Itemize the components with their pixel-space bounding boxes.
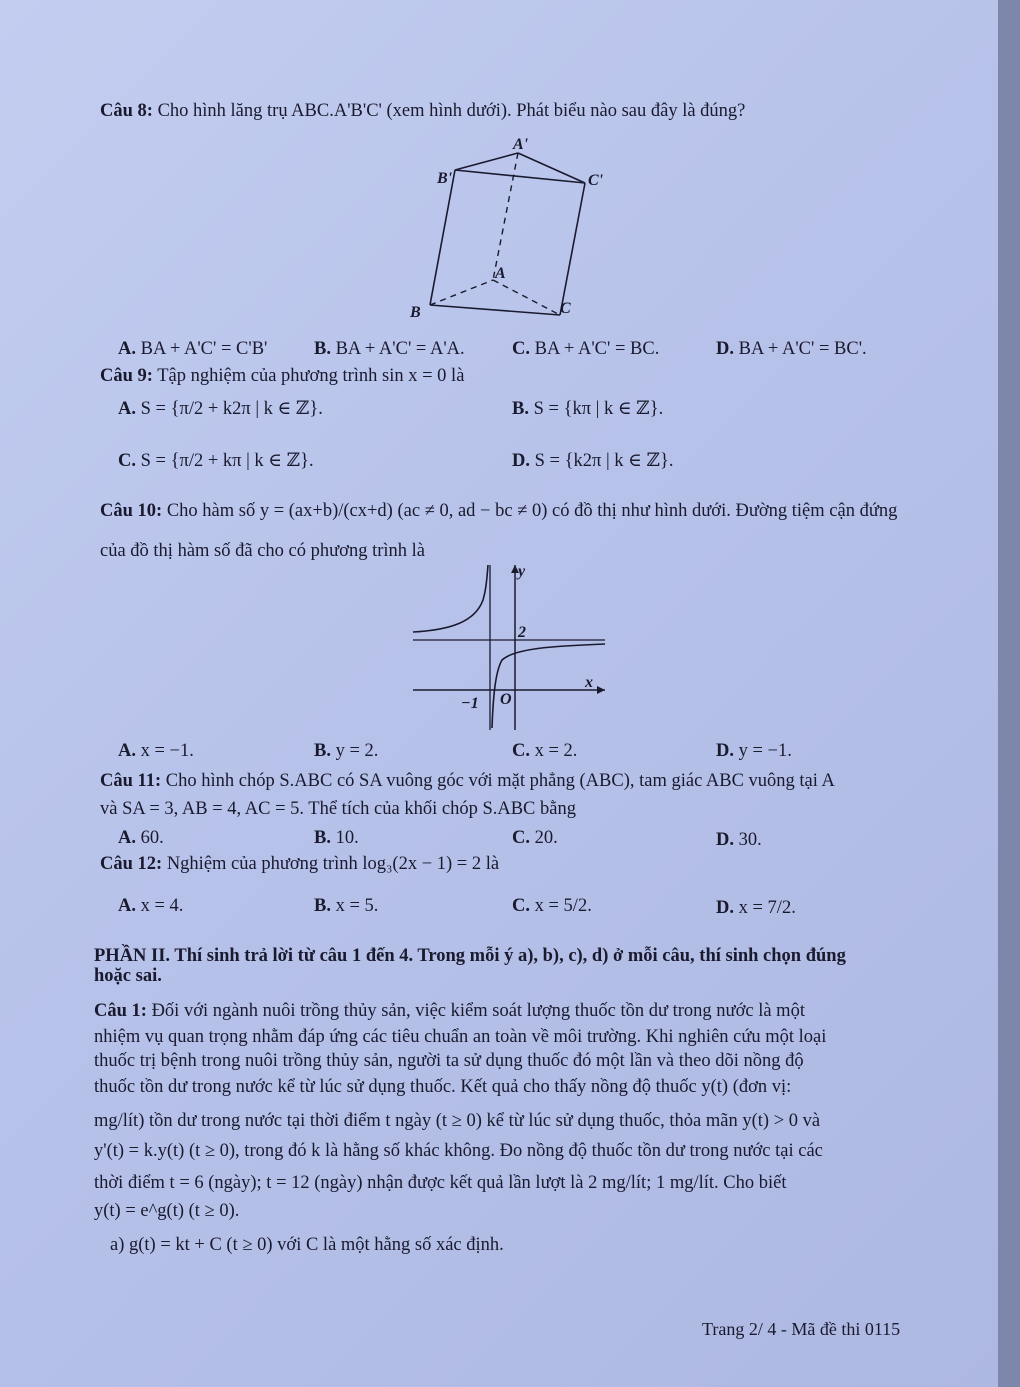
q11-stem: Cho hình chóp S.ABC có SA vuông góc với mặt phẳng (ABC), tam giác ABC vuông tại A <box>165 771 835 791</box>
prism-figure <box>395 135 625 325</box>
q11-option-a-text: 60. <box>140 828 164 848</box>
q10-option-d[interactable] <box>716 740 792 763</box>
q12-option-c[interactable] <box>512 895 592 918</box>
graph-y-label: y <box>518 563 526 580</box>
q9-option-c[interactable] <box>118 450 314 473</box>
q12-option-b-letter: B. <box>314 896 331 916</box>
q9-stem: Tập nghiệm của phương trình sin x = 0 là <box>157 366 465 386</box>
q9-option-b[interactable] <box>512 398 663 421</box>
q12-option-c-letter: C. <box>512 896 530 916</box>
q10-stem-line-2: của đồ thị hàm số đã cho có phương trình là <box>100 541 425 561</box>
q8-option-d-letter: D. <box>716 339 734 359</box>
label-a: A <box>495 265 506 282</box>
q10-option-a-text: x = −1. <box>140 741 194 761</box>
q9-option-a-letter: A. <box>118 399 136 419</box>
q10-option-a[interactable] <box>118 740 194 763</box>
q10-stem: Cho hàm số y = (ax+b)/(cx+d) (ac ≠ 0, ad − bc ≠ 0) có đồ thị như hình dưới. Đường tiệm cận đứng <box>166 501 898 521</box>
p2q1-label: Câu 1: <box>94 1001 147 1021</box>
q12-option-d-letter: D. <box>716 898 734 918</box>
q8-stem: Cho hình lăng trụ ABC.A'B'C' (xem hình dưới). Phát biểu nào sau đây là đúng? <box>157 101 746 121</box>
q11-label: Câu 11: <box>100 771 162 791</box>
part2-heading: PHẦN II. Thí sinh trả lời từ câu 1 đến 4. Trong mỗi ý a), b), c), d) ở mỗi câu, thí sinh chọn đúng <box>94 946 846 966</box>
page-footer: Trang 2/ 4 - Mã đề thi 0115 <box>702 1319 901 1339</box>
q10-option-b-letter: B. <box>314 741 331 761</box>
q12-option-a[interactable] <box>118 895 183 918</box>
q11-option-c-text: 20. <box>534 828 558 848</box>
q9-option-b-text: S = {kπ | k ∈ ℤ}. <box>533 399 664 419</box>
q9-option-d[interactable] <box>512 450 673 473</box>
label-a1: A' <box>513 136 529 153</box>
q12-option-d-text: x = 7/2. <box>738 898 796 918</box>
p2q1-line-6: thời điểm t = 6 (ngày); t = 12 (ngày) nhận được kết quả lần lượt là 2 mg/lít; 1 mg/lít. Cho biết <box>94 1173 787 1193</box>
q10-option-c-letter: C. <box>512 741 530 761</box>
label-c1: C' <box>588 172 604 189</box>
graph-x-label: x <box>585 674 593 691</box>
graph-two-label: 2 <box>518 624 526 641</box>
q10-option-d-letter: D. <box>716 741 734 761</box>
q11-option-c[interactable] <box>512 827 558 850</box>
p2q1-line-1: nhiệm vụ quan trọng nhằm đáp ứng các tiêu chuẩn an toàn về môi trường. Khi nghiên cứu một loại <box>94 1027 827 1047</box>
label-b1: B' <box>437 170 453 187</box>
part2-heading-2: hoặc sai. <box>94 966 162 986</box>
q10-option-b[interactable] <box>314 740 378 763</box>
q8-option-c[interactable] <box>512 338 659 361</box>
graph-neg1-label: −1 <box>461 695 479 712</box>
q8-option-c-text: BA + A'C' = BC. <box>534 339 660 359</box>
q11-option-b[interactable] <box>314 827 359 850</box>
q8-option-b-text: BA + A'C' = A'A. <box>335 339 465 359</box>
q8-option-b[interactable] <box>314 338 465 361</box>
q11-stem-line-2: và SA = 3, AB = 4, AC = 5. Thể tích của khối chóp S.ABC bằng <box>100 799 576 819</box>
label-b: B <box>410 304 421 321</box>
label-c: C <box>560 300 571 317</box>
graph-origin-label: O <box>500 691 512 708</box>
q9-option-c-letter: C. <box>118 451 136 471</box>
q9-stem-line <box>100 365 464 388</box>
q8-stem-line <box>100 100 745 123</box>
q12-option-a-letter: A. <box>118 896 136 916</box>
q12-option-a-text: x = 4. <box>140 896 184 916</box>
q8-option-b-letter: B. <box>314 339 331 359</box>
q11-option-b-text: 10. <box>335 828 359 848</box>
hyperbola-graph <box>405 560 615 735</box>
q11-option-b-letter: B. <box>314 828 331 848</box>
q12-option-c-text: x = 5/2. <box>534 896 592 916</box>
q9-option-d-letter: D. <box>512 451 530 471</box>
q12-option-b[interactable] <box>314 895 378 918</box>
q10-option-c-text: x = 2. <box>534 741 578 761</box>
q11-option-c-letter: C. <box>512 828 530 848</box>
q9-option-a[interactable] <box>118 398 323 421</box>
q8-option-d[interactable] <box>716 338 867 361</box>
q10-option-c[interactable] <box>512 740 577 763</box>
q10-option-b-text: y = 2. <box>335 741 379 761</box>
p2q1-text-0: Đối với ngành nuôi trồng thủy sản, việc kiểm soát lượng thuốc tồn dư trong nước là một <box>151 1001 805 1021</box>
p2q1-line-5: y'(t) = k.y(t) (t ≥ 0), trong đó k là hằng số khác không. Đo nồng độ thuốc tồn dư trong nước tại các <box>94 1141 823 1161</box>
q11-option-a-letter: A. <box>118 828 136 848</box>
q12-option-b-text: x = 5. <box>335 896 379 916</box>
q8-option-c-letter: C. <box>512 339 530 359</box>
q8-option-a[interactable] <box>118 338 267 361</box>
q8-label: Câu 8: <box>100 101 153 121</box>
q12-stem: Nghiệm của phương trình log₃(2x − 1) = 2 là <box>166 854 500 874</box>
q8-option-a-letter: A. <box>118 339 136 359</box>
q11-option-d-text: 30. <box>738 830 762 850</box>
q11-option-d-letter: D. <box>716 830 734 850</box>
q11-stem-line <box>100 770 835 793</box>
q12-option-d[interactable] <box>716 897 796 920</box>
q12-stem-line <box>100 853 499 876</box>
q9-option-c-text: S = {π/2 + kπ | k ∈ ℤ}. <box>140 451 314 471</box>
q11-option-d[interactable] <box>716 829 762 852</box>
p2q1-line-2: thuốc trị bệnh trong nuôi trồng thủy sản, người ta sử dụng thuốc đó một lần và theo dõi nồng độ <box>94 1051 804 1071</box>
p2q1-item-a[interactable]: a) g(t) = kt + C (t ≥ 0) với C là một hằng số xác định. <box>110 1235 504 1255</box>
q9-option-b-letter: B. <box>512 399 529 419</box>
q8-option-a-text: BA + A'C' = C'B' <box>140 339 268 359</box>
q9-option-d-text: S = {k2π | k ∈ ℤ}. <box>534 451 674 471</box>
q10-label: Câu 10: <box>100 501 163 521</box>
q9-option-a-text: S = {π/2 + k2π | k ∈ ℤ}. <box>140 399 323 419</box>
p2q1-line-0 <box>94 1000 805 1023</box>
q10-option-d-text: y = −1. <box>738 741 792 761</box>
q10-stem-line <box>100 500 897 523</box>
q12-label: Câu 12: <box>100 854 163 874</box>
page-edge-shadow <box>998 0 1020 1387</box>
p2q1-line-3: thuốc tồn dư trong nước kể từ lúc sử dụng thuốc. Kết quả cho thấy nồng độ thuốc y(t) (đơn vị: <box>94 1077 792 1097</box>
p2q1-line-7: y(t) = e^g(t) (t ≥ 0). <box>94 1201 240 1221</box>
q10-option-a-letter: A. <box>118 741 136 761</box>
p2q1-line-4: mg/lít) tồn dư trong nước tại thời điểm t ngày (t ≥ 0) kể từ lúc sử dụng thuốc, thỏa mãn y(t) > 0 và <box>94 1111 821 1131</box>
q8-option-d-text: BA + A'C' = BC'. <box>738 339 867 359</box>
q11-option-a[interactable] <box>118 827 164 850</box>
q9-label: Câu 9: <box>100 366 153 386</box>
